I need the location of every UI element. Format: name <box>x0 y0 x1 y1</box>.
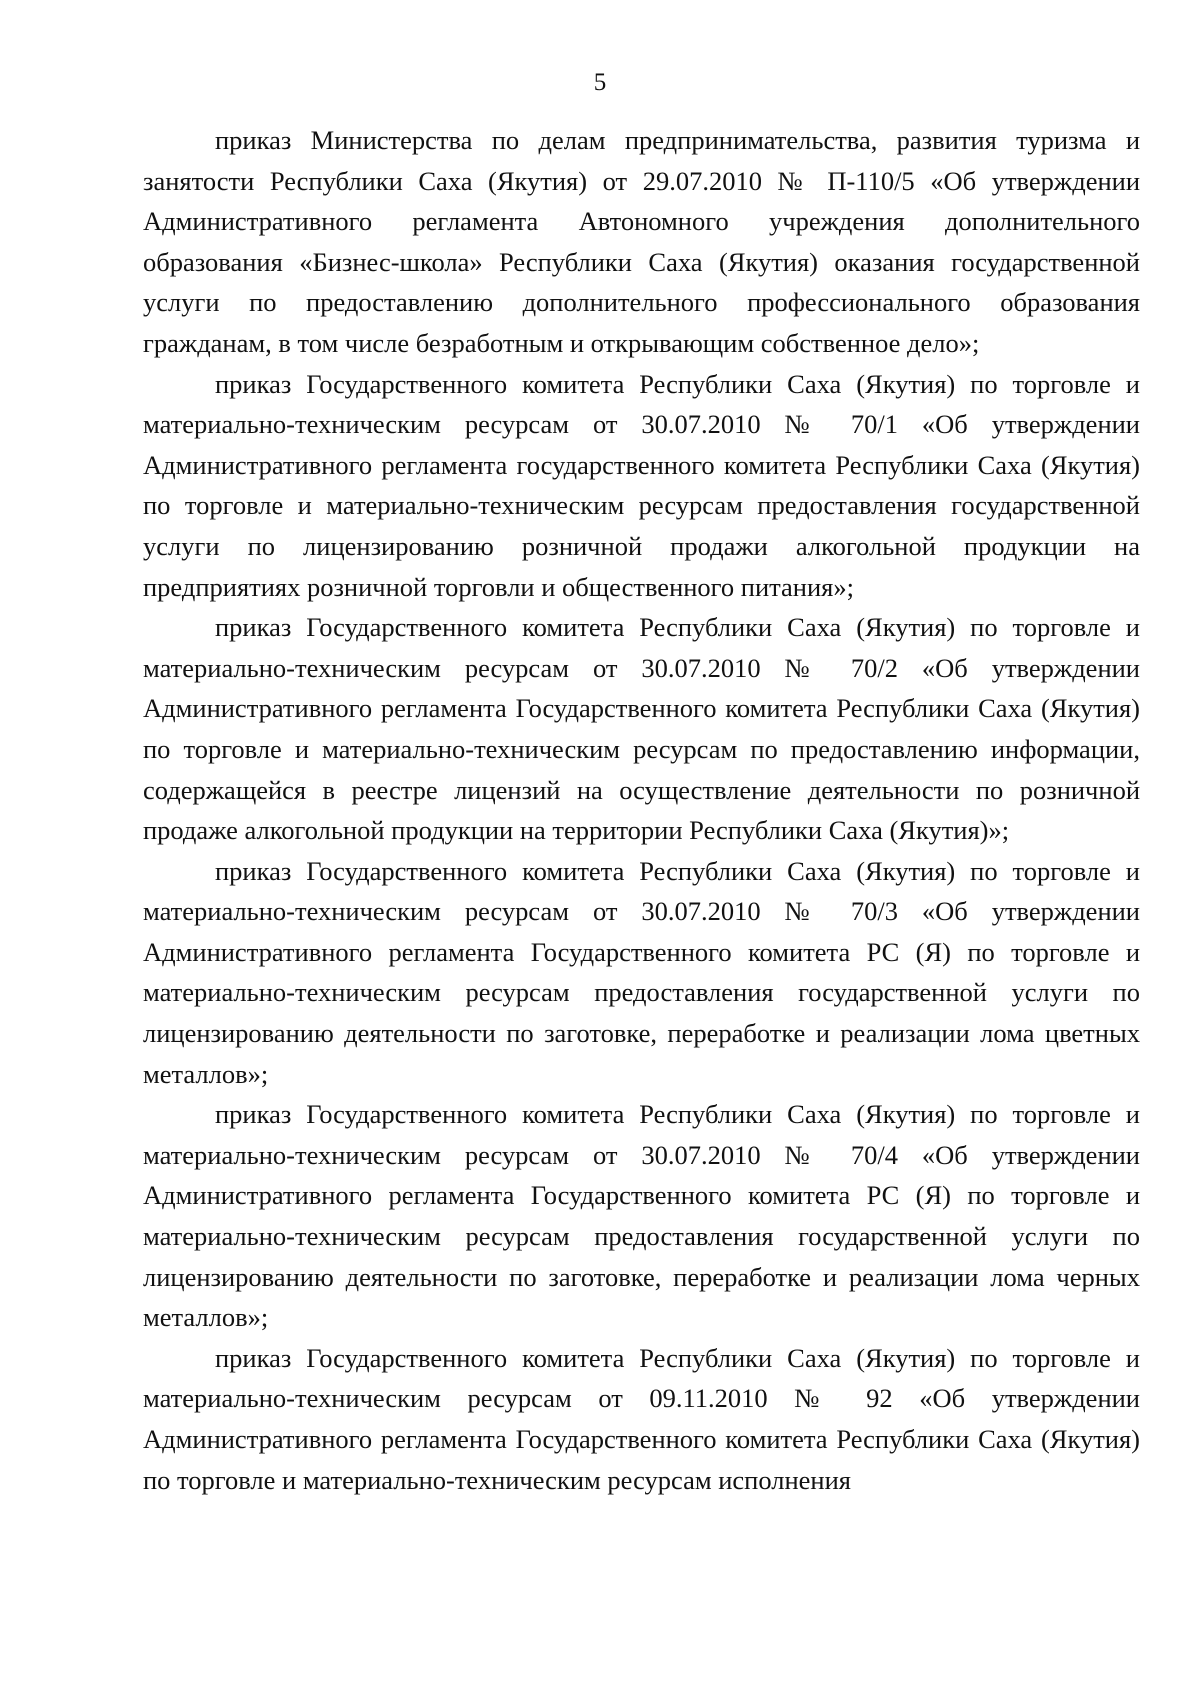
paragraph-order-p-110-5: приказ Министерства по делам предпринимательства, развития туризма и занятости Республики Саха (Якутия) от 29.07.2010 № П-110/5 «Об утверждении Административного регламента Автономного учреждения дополнительного образования «Бизнес-школа» Республики Саха (Якутия) оказания государственной услуги по предоставлению дополнительного профессионального образования гражданам, в том числе безработным и открывающим собственное дело»; <box>143 125 1140 358</box>
page-number: 5 <box>593 69 607 96</box>
paragraph-order-70-2: приказ Государственного комитета Республики Саха (Якутия) по торговле и материально-техническим ресурсам от 30.07.2010 № 70/2 «Об утверждении Административного регламента Государственного комитета Республики Саха (Якутия) по торговле и материально-техническим ресурсам по предоставлению информации, содержащейся в реестре лицензий на осуществление деятельности по розничной продаже алкогольной продукции на территории Республики Саха (Якутия)»; <box>143 612 1140 846</box>
paragraph-order-70-3: приказ Государственного комитета Республики Саха (Якутия) по торговле и материально-техническим ресурсам от 30.07.2010 № 70/3 «Об утверждении Административного регламента Государственного комитета РС (Я) по торговле и материально-техническим ресурсам предоставления государственной услуги по лицензированию деятельности по заготовке, переработке и реализации лома цветных металлов»; <box>143 855 1140 1089</box>
paragraph-order-92: приказ Государственного комитета Республики Саха (Якутия) по торговле и материально-техническим ресурсам от 09.11.2010 № 92 «Об утверждении Административного регламента Государственного комитета Республики Саха (Якутия) по торговле и материально-техническим ресурсам исполнения <box>143 1342 1140 1495</box>
paragraph-order-70-1: приказ Государственного комитета Республики Саха (Якутия) по торговле и материально-техническим ресурсам от 30.07.2010 № 70/1 «Об утверждении Административного регламента государственного комитета Республики Саха (Якутия) по торговле и материально-техническим ресурсам предоставления государственной услуги по лицензированию розничной продажи алкогольной продукции на предприятиях розничной торговли и общественного питания»; <box>143 368 1140 602</box>
document-body <box>143 120 1140 1500</box>
paragraph-order-70-4: приказ Государственного комитета Республики Саха (Якутия) по торговле и материально-техническим ресурсам от 30.07.2010 № 70/4 «Об утверждении Административного регламента Государственного комитета РС (Я) по торговле и материально-техническим ресурсам предоставления государственной услуги по лицензированию деятельности по заготовке, переработке и реализации лома черных металлов»; <box>143 1099 1140 1333</box>
